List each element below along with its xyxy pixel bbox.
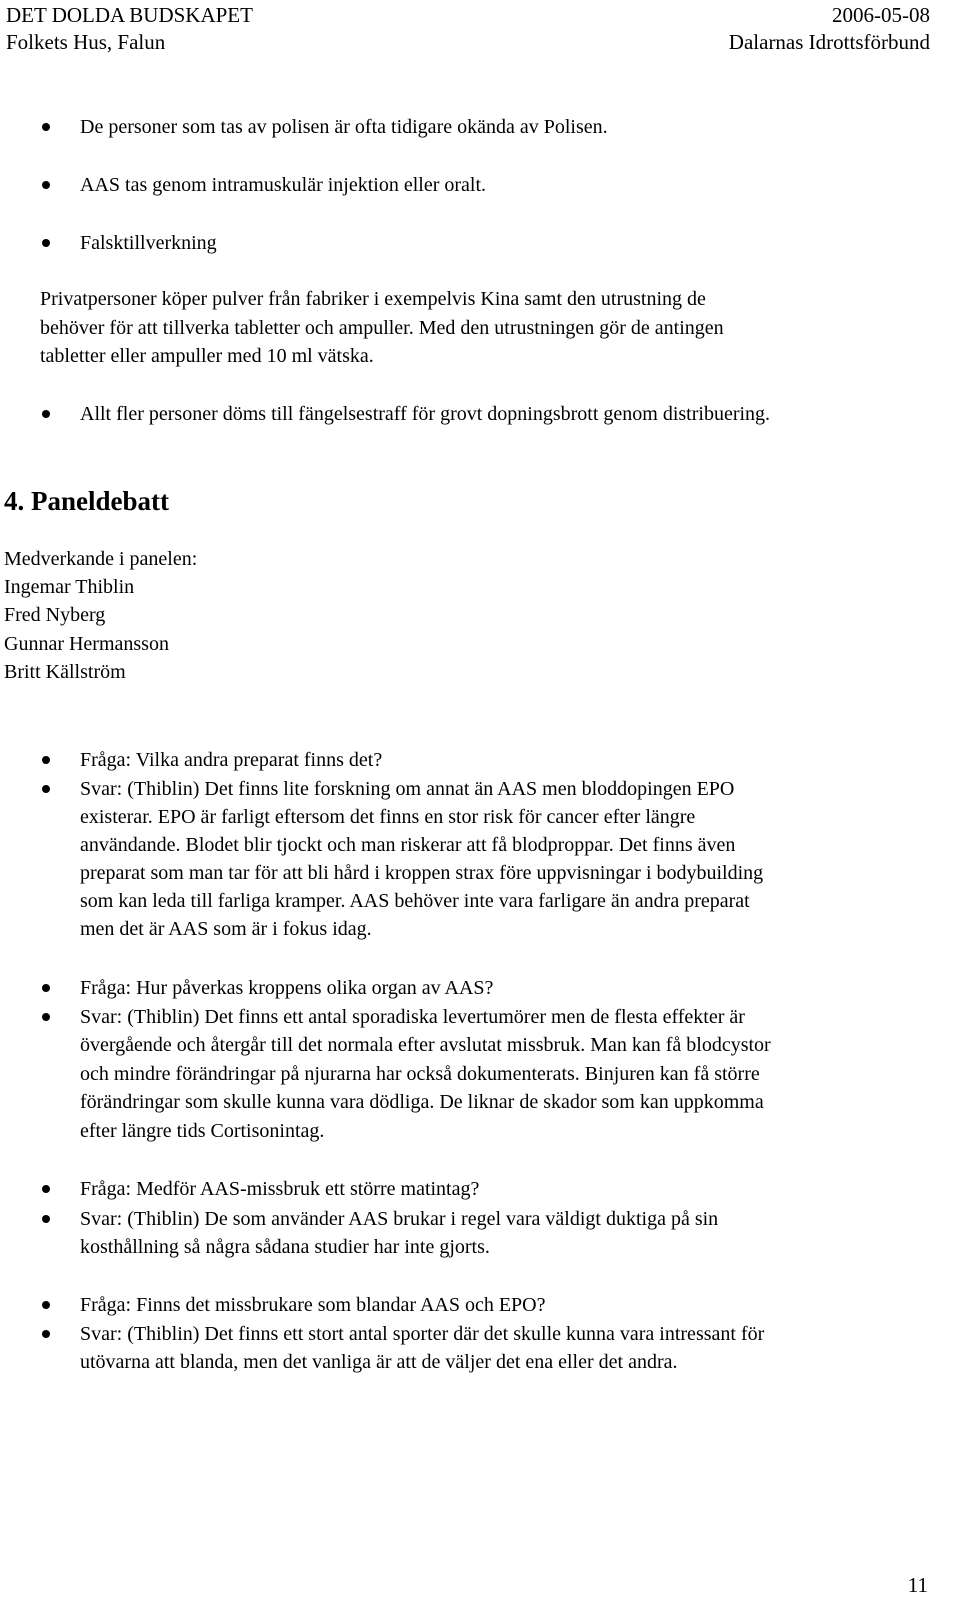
question: Fråga: Finns det missbrukare som blandar AAS och EPO? [80,1294,546,1316]
section-heading: 4. Paneldebatt [4,486,169,516]
bullet-icon [42,1185,50,1193]
list-item: Falsktillverkning [80,232,217,254]
question: Fråga: Hur påverkas kroppens olika organ av AAS? [80,977,494,999]
header-venue: Folkets Hus, Falun [6,30,166,54]
paragraph-line: behöver för att tillverka tabletter och ampuller. Med den utrustningen gör de antingen [40,317,724,339]
bullet-icon [42,1301,50,1309]
answer-line: som kan leda till farliga kramper. AAS behöver inte vara farligare än andra preparat [80,890,750,912]
list-item: Allt fler personer döms till fängelsestraff för grovt dopningsbrott genom distribuering. [80,403,771,425]
list-item: De personer som tas av polisen är ofta tidigare okända av Polisen. [80,116,608,138]
header-date: 2006-05-08 [832,3,930,27]
answer-line: förändringar som skulle kunna vara dödliga. De liknar de skador som kan uppkomma [80,1091,764,1113]
panel-line: Britt Källström [4,661,126,683]
answer-line: utövarna att blanda, men det vanliga är att de väljer det ena eller det andra. [80,1351,678,1373]
bullet-icon [42,984,50,992]
bullet-icon [42,756,50,764]
answer-line: existerar. EPO är farligt eftersom det finns en stor risk för cancer efter längre [80,806,696,828]
paragraph-line: tabletter eller ampuller med 10 ml vätska. [40,345,374,367]
page-number: 11 [907,1573,928,1597]
list-item: AAS tas genom intramuskulär injektion eller oralt. [80,174,487,196]
bullet-icon [42,123,50,131]
bullet-icon [42,1215,50,1223]
bullet-icon [42,239,50,247]
panel-line: Medverkande i panelen: [4,548,198,570]
bullet-icon [42,181,50,189]
question: Fråga: Vilka andra preparat finns det? [80,749,383,771]
answer-line: Svar: (Thiblin) De som använder AAS brukar i regel vara väldigt duktiga på sin [80,1208,719,1230]
answer-line: Svar: (Thiblin) Det finns ett antal sporadiska levertumörer men de flesta effekter är [80,1006,745,1028]
answer-line: Svar: (Thiblin) Det finns lite forskning om annat än AAS men bloddopingen EPO [80,778,735,800]
header-title: DET DOLDA BUDSKAPET [6,3,253,27]
bullet-icon [42,1013,50,1021]
answer-line: användande. Blodet blir tjockt och man riskerar att få blodproppar. Det finns även [80,834,736,856]
answer-line: övergående och återgår till det normala efter avslutat missbruk. Man kan få blodcystor [80,1034,771,1056]
answer-line: kosthållning så några sådana studier har inte gjorts. [80,1236,490,1258]
answer-line: preparat som man tar för att bli hård i kroppen strax före uppvisningar i bodybuilding [80,862,764,884]
answer-line: men det är AAS som är i fokus idag. [80,918,372,940]
paragraph-line: Privatpersoner köper pulver från fabriker i exempelvis Kina samt den utrustning de [40,288,706,310]
panel-line: Gunnar Hermansson [4,633,169,655]
answer-line: och mindre förändringar på njurarna har också dokumenterats. Binjuren kan få större [80,1063,760,1085]
bullet-icon [42,785,50,793]
header-organization: Dalarnas Idrottsförbund [728,30,930,54]
answer-line: Svar: (Thiblin) Det finns ett stort antal sporter där det skulle kunna vara intressant för [80,1323,765,1345]
answer-line: efter längre tids Cortisonintag. [80,1120,325,1142]
bullet-icon [42,1330,50,1338]
bullet-icon [42,410,50,418]
panel-line: Fred Nyberg [4,604,106,626]
panel-line: Ingemar Thiblin [4,576,135,598]
question: Fråga: Medför AAS-missbruk ett större matintag? [80,1178,480,1200]
